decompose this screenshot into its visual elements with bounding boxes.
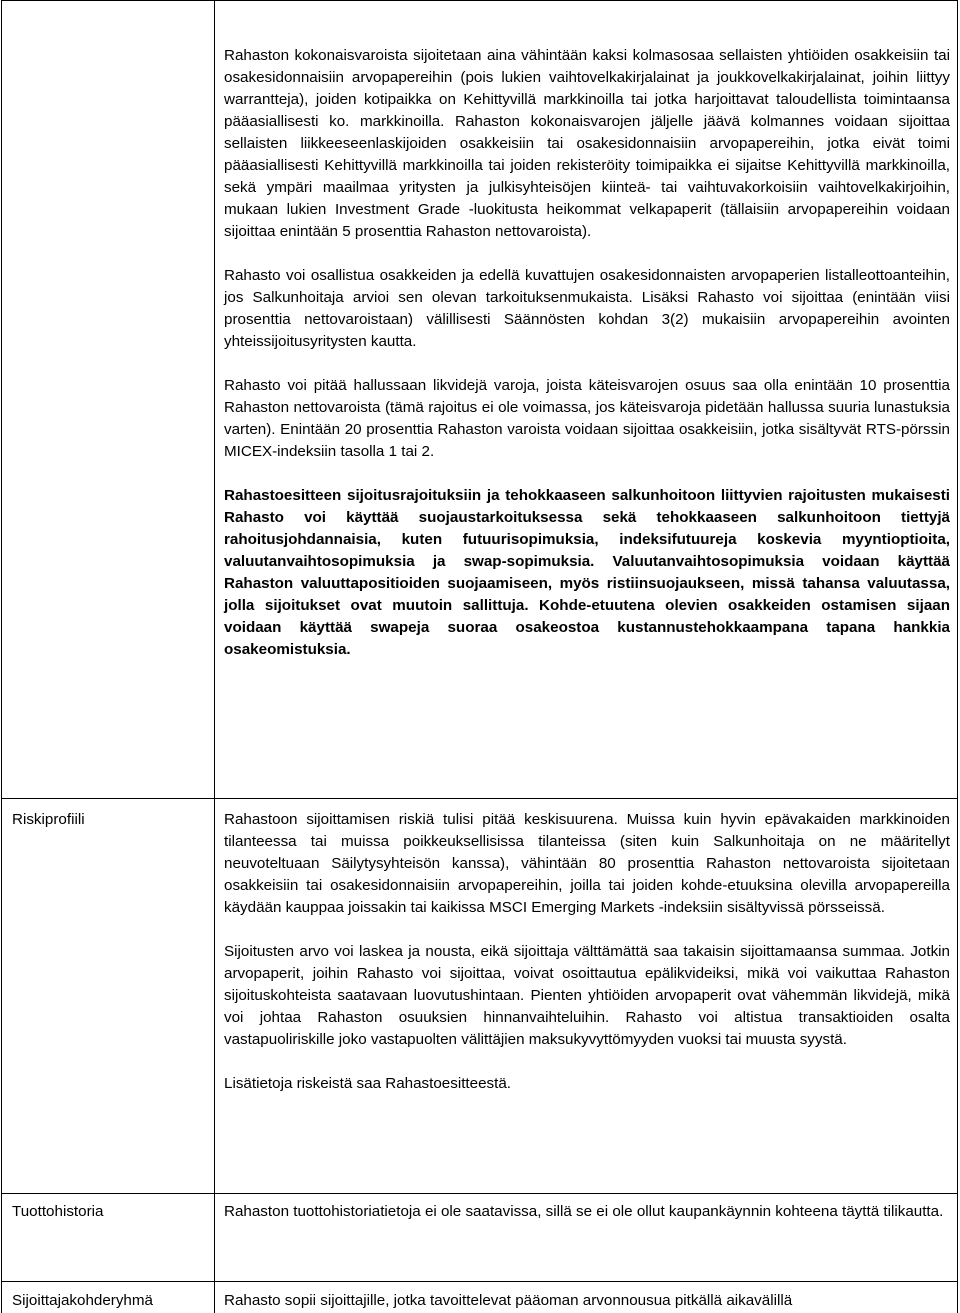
risk-paragraph-3: Lisätietoja riskeistä saa Rahastoesitteestä.	[224, 1075, 512, 1092]
return-history-content	[224, 1201, 950, 1223]
column-divider	[214, 0, 215, 1313]
policy-paragraph-2: Rahasto voi osallistua osakkeiden ja edellä kuvattujen osakesidonnaisten arvopaperien listalleottoanteihin, jos Salkunhoitaja arvioi sen olevan tarkoituksenmukaista. Lisäksi Rahasto voi sijoittaa (enintään viisi prosenttia nettovaroistaan) välillisesti Säännösten kohdan 3(2) mukaisiin arvopapereihin avointen yhteissijoitusyritysten kautta.	[224, 267, 950, 350]
risk-paragraph-1: Rahastoon sijoittamisen riskiä tulisi pitää keskisuurena. Muissa kuin hyvin epävakaiden markkinoiden tilanteessa tai muissa poikkeuksellisissa tilanteissa (siten kuin Salkunhoitaja on ne määritellyt neuvoteltuaan Säilytysyhteisön kanssa), vähintään 80 prosenttia Rahaston nettovaroista sijoitetaan osakkeisiin tai osakesidonnaisiin arvopapereihin, joilla tai joiden kohde-etuuksina olevilla arvopapereilla käydään kauppaa joissakin tai kaikissa MSCI Emerging Markets -indeksiin sisältyvissä pörsseissä.	[224, 811, 950, 916]
row-divider-investor	[1, 1281, 958, 1282]
row-divider-return	[1, 1193, 958, 1194]
investor-group-content	[224, 1290, 950, 1312]
return-history-label: Tuottohistoria	[12, 1203, 104, 1220]
policy-paragraph-4: Rahastoesitteen sijoitusrajoituksiin ja tehokkaaseen salkunhoitoon liittyvien rajoitusten mukaisesti Rahasto voi käyttää suojaustarkoituksessa sekä tehokkaaseen salkunhoitoon tiettyjä rahoitusjohdannaisia, kuten futuurisopimuksia, indeksifutuureja koskevia myyntioptioita, valuutanvaihtosopimuksia ja swap-sopimuksia. Valuutanvaihtosopimuksia voidaan käyttää Rahaston valuuttapositioiden suojaamiseen, myös ristiinsuojaukseen, missä tahansa valuutassa, jolla sijoitukset ovat muutoin sallittuja. Kohde-etuutena olevien osakkeiden ostamisen sijaan voidaan käyttää swapeja suoraa osakeostoa kustannustehokkaampana tapana hankkia osakeomistuksia.	[224, 487, 950, 658]
return-paragraph-1: Rahaston tuottohistoriatietoja ei ole saatavissa, sillä se ei ole ollut kaupankäynnin kohteena täyttä tilikautta.	[224, 1203, 944, 1220]
row-divider-top	[1, 0, 958, 1]
investment-policy-content	[224, 45, 950, 661]
investor-paragraph-1: Rahasto sopii sijoittajille, jotka tavoittelevat pääoman arvonnousua pitkällä aikavälillä	[224, 1292, 793, 1309]
risk-profile-label: Riskiprofiili	[12, 811, 85, 828]
row-divider-risk	[1, 798, 958, 799]
risk-paragraph-2: Sijoitusten arvo voi laskea ja nousta, eikä sijoittaja välttämättä saa takaisin sijoittamaansa summaa. Jotkin arvopaperit, joihin Rahasto voi sijoittaa, voivat osoittautua epälikvideiksi, mikä voi vaikuttaa Rahaston sijoituskohteista saatavaan luovutushintaan. Pienten yhtiöiden arvopaperit ovat vähemmän likvidejä, mikä voi johtaa Rahaston osuuksien hinnanvaihteluihin. Rahasto voi altistua transaktioiden osalta vastapuoliriskille joko vastapuolten välittäjien maksukyvyttömyyden vuoksi tai muusta syystä.	[224, 943, 950, 1048]
policy-paragraph-1: Rahaston kokonaisvaroista sijoitetaan aina vähintään kaksi kolmasosaa sellaisten yhtiöiden osakkeisiin tai osakesidonnaisiin arvopapereihin (pois lukien vaihtovelkakirjalainat ja joukkovelkakirjalainat, joihin liittyy warrantteja), joiden kotipaikka on Kehittyvillä markkinoilla tai jotka harjoittavat taloudellista toimintaansa pääasiallisesti ko. markkinoilla. Rahaston kokonaisvarojen jäljelle jäävä kolmannes voidaan sijoittaa sellaisten liikkeeseenlaskijoiden osakkeisiin tai osakesidonnaisiin arvopapereihin, jotka eivät toimi pääasiallisesti Kehittyvillä markkinoilla tai joiden rekisteröity toimipaikka ei sijaitse Kehittyvillä markkinoilla, sekä ympäri maailmaa yritysten ja julkisyhteisöjen kiinteä- tai vaihtuvakorkoisiin vaihtovelkakirjoihin, mukaan lukien Investment Grade -luokitusta heikommat velkapaperit (tällaisiin arvopapereihin voidaan sijoittaa enintään 5 prosenttia Rahaston nettovaroista).	[224, 47, 950, 240]
risk-profile-content	[224, 809, 950, 1095]
policy-paragraph-3: Rahasto voi pitää hallussaan likvidejä varoja, joista käteisvarojen osuus saa olla enintään 10 prosenttia Rahaston nettovaroista (tämä rajoitus ei ole voimassa, jos käteisvaroja pidetään hallussa suuria lunastuksia varten). Enintään 20 prosenttia Rahaston varoista voidaan sijoittaa osakkeisiin, jotka sisältyvät RTS-pörssin MICEX-indeksiin tasolla 1 tai 2.	[224, 377, 950, 460]
investor-group-label: Sijoittajakohderyhmä	[12, 1292, 153, 1309]
